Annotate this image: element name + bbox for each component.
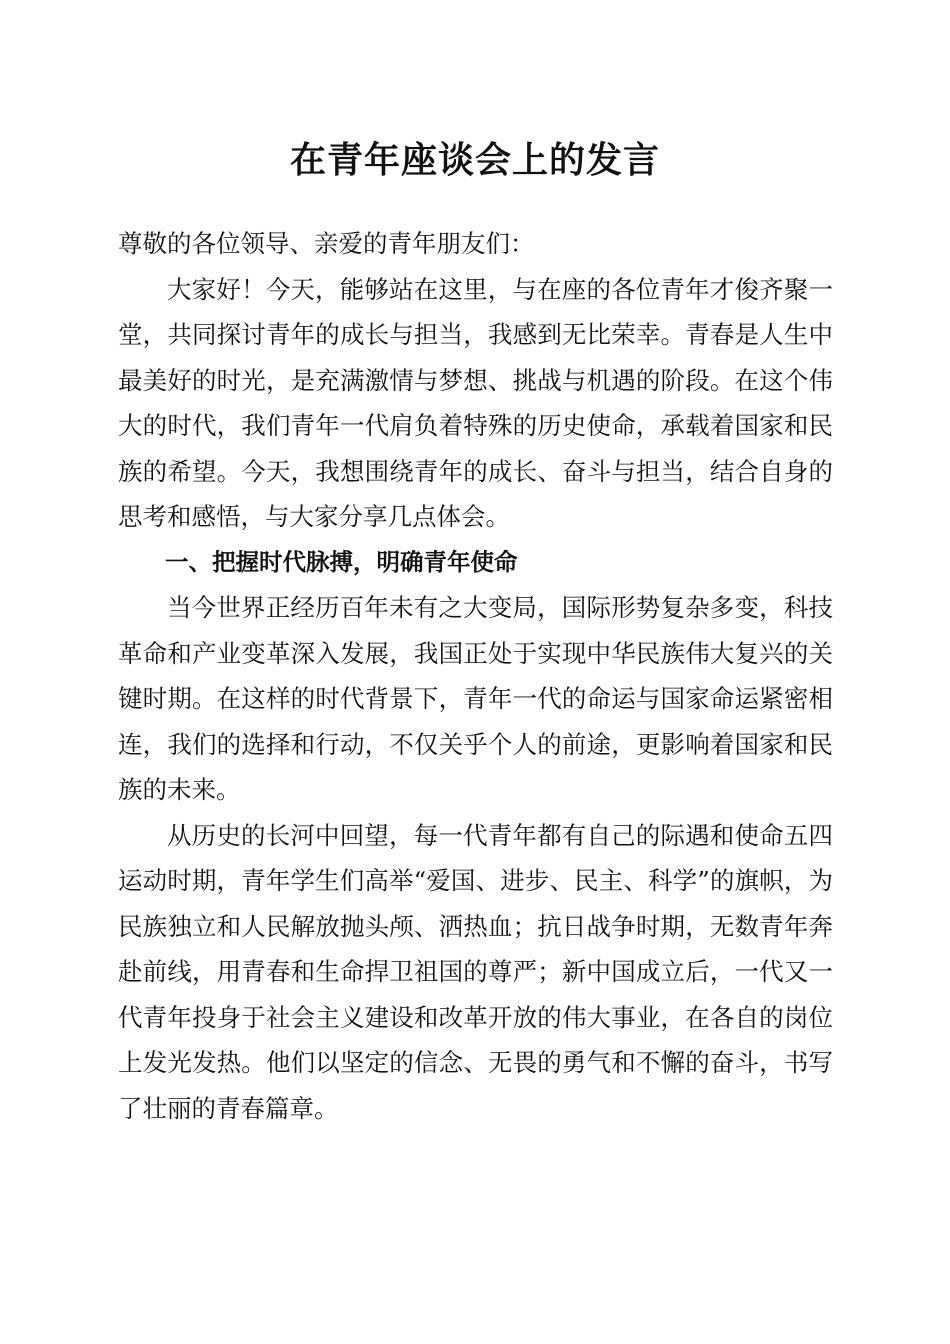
document-title: 在青年座谈会上的发言 [289,139,660,181]
document-body [118,221,833,1131]
section-1-paragraph-2: 从历史的长河中回望，每一代青年都有自己的际遇和使命五四运动时期，青年学生们高举“爱国、进步、民主、科学”的旗帜，为民族独立和人民解放抛头颅、洒热血；抗日战争时期，无数青年奔赴前线，用青春和生命捍卫祖国的尊严；新中国成立后，一代又一代青年投身于社会主义建设和改革开放的伟大事业，在各自的岗位上发光发热。他们以坚定的信念、无畏的勇气和不懈的奋斗，书写了壮丽的青春篇章。 [118,820,833,1123]
paragraph-intro: 大家好！今天，能够站在这里，与在座的各位青年才俊齐聚一堂，共同探讨青年的成长与担当，我感到无比荣幸。青春是人生中最美好的时光，是充满激情与梦想、挑战与机遇的阶段。在这个伟大的时代，我们青年一代肩负着特殊的历史使命，承载着国家和民族的希望。今天，我想围绕青年的成长、奋斗与担当，结合自身的思考和感悟，与大家分享几点体会。 [118,274,833,531]
section-1-paragraph-1: 当今世界正经历百年未有之大变局，国际形势复杂多变，科技革命和产业变革深入发展，我国正处于实现中华民族伟大复兴的关键时期。在这样的时代背景下，青年一代的命运与国家命运紧密相连，我们的选择和行动，不仅关乎个人的前途，更影响着国家和民族的未来。 [118,593,833,804]
section-heading-1: 一、把握时代脉搏，明确青年使命 [165,547,518,576]
salutation: 尊敬的各位领导、亲爱的青年朋友们： [118,229,535,258]
